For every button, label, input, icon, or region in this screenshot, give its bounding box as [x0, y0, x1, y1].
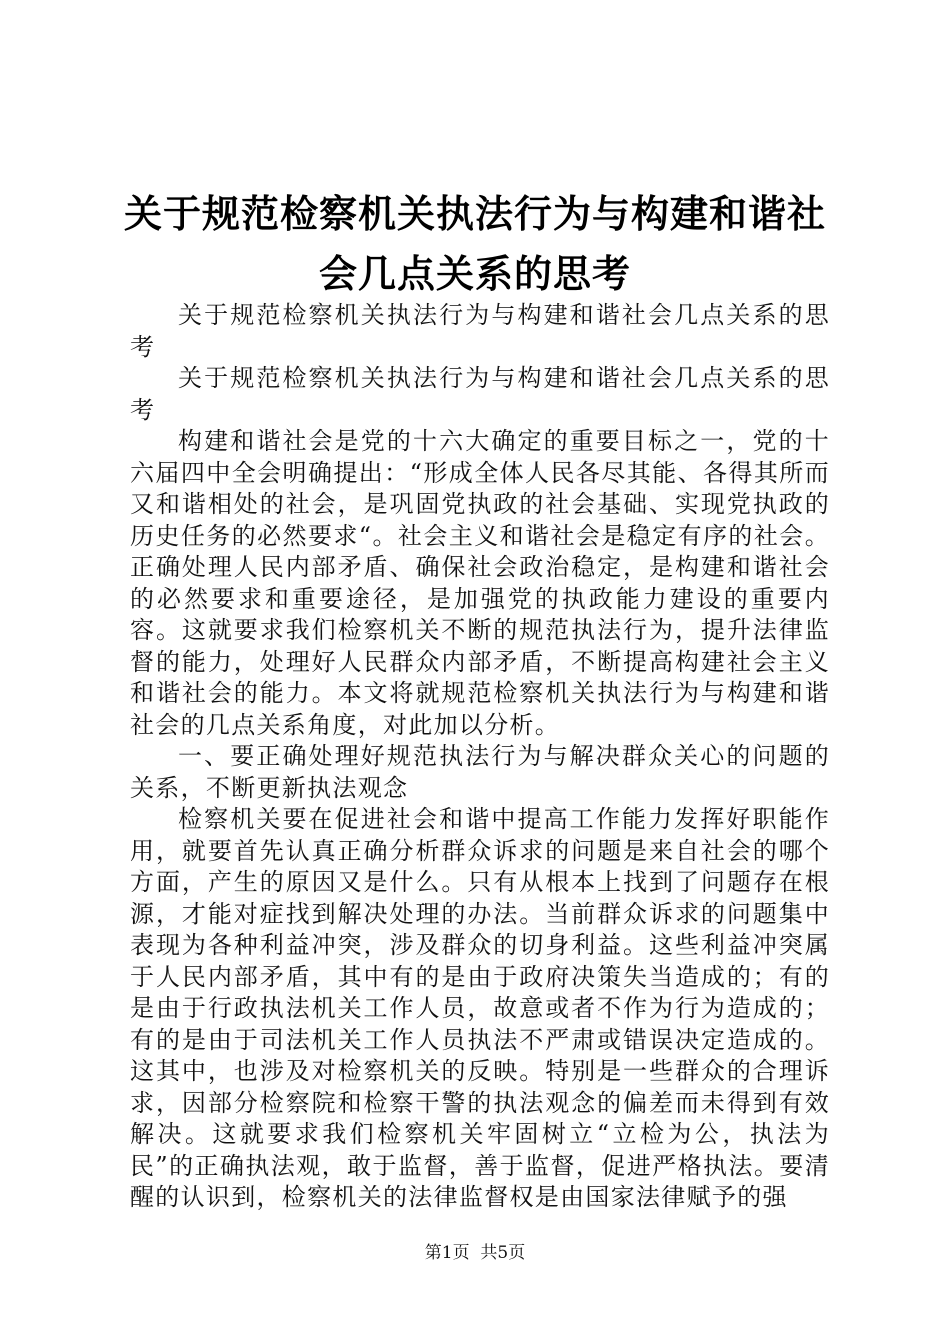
document-body [130, 300, 830, 1214]
paragraph-introduction: 构建和谐社会是党的十六大确定的重要目标之一，党的十六届四中全会明确提出：“形成全体人民各尽其能、各得其所而又和谐相处的社会，是巩固党执政的社会基础、实现党执政的历史任务的必然要求“。社会主义和谐社会是稳定有序的社会。正确处理人民内部矛盾、确保社会政治稳定，是构建和谐社会的必然要求和重要途径，是加强党的执政能力建设的重要内容。这就要求我们检察机关不断的规范执法行为，提升法律监督的能力，处理好人民群众内部矛盾，不断提高构建社会主义和谐社会的能力。本文将就规范检察机关执法行为与构建和谐社会的几点关系角度，对此加以分析。 [130, 427, 830, 739]
paragraph-section-1-body: 检察机关要在促进社会和谐中提高工作能力发挥好职能作用，就要首先认真正确分析群众诉求的问题是来自社会的哪个方面，产生的原因又是什么。只有从根本上找到了问题存在根源，才能对症找到解决处理的办法。当前群众诉求的问题集中表现为各种利益冲突，涉及群众的切身利益。这些利益冲突属于人民内部矛盾，其中有的是由于政府决策失当造成的；有的是由于行政执法机关工作人员，故意或者不作为行为造成的；有的是由于司法机关工作人员执法不严肃或错误决定造成的。这其中，也涉及对检察机关的反映。特别是一些群众的合理诉求，因部分检察院和检察干警的执法观念的偏差而未得到有效解决。这就要求我们检察机关牢固树立“立检为公，执法为民”的正确执法观，敢于监督，善于监督，促进严格执法。要清醒的认识到，检察机关的法律监督权是由国家法律赋予的强 [130, 805, 830, 1211]
page-number-label: 第1页 共5页 [424, 1243, 526, 1263]
document-title: 关于规范检察机关执法行为与构建和谐社会几点关系的思考 [123, 191, 826, 296]
paragraph-subtitle-2: 关于规范检察机关执法行为与构建和谐社会几点关系的思考 [130, 364, 830, 424]
paragraph-subtitle-1: 关于规范检察机关执法行为与构建和谐社会几点关系的思考 [130, 301, 830, 361]
section-heading-1: 一、要正确处理好规范执法行为与解决群众关心的问题的关系，不断更新执法观念 [130, 742, 830, 802]
page-footer [0, 1241, 950, 1265]
